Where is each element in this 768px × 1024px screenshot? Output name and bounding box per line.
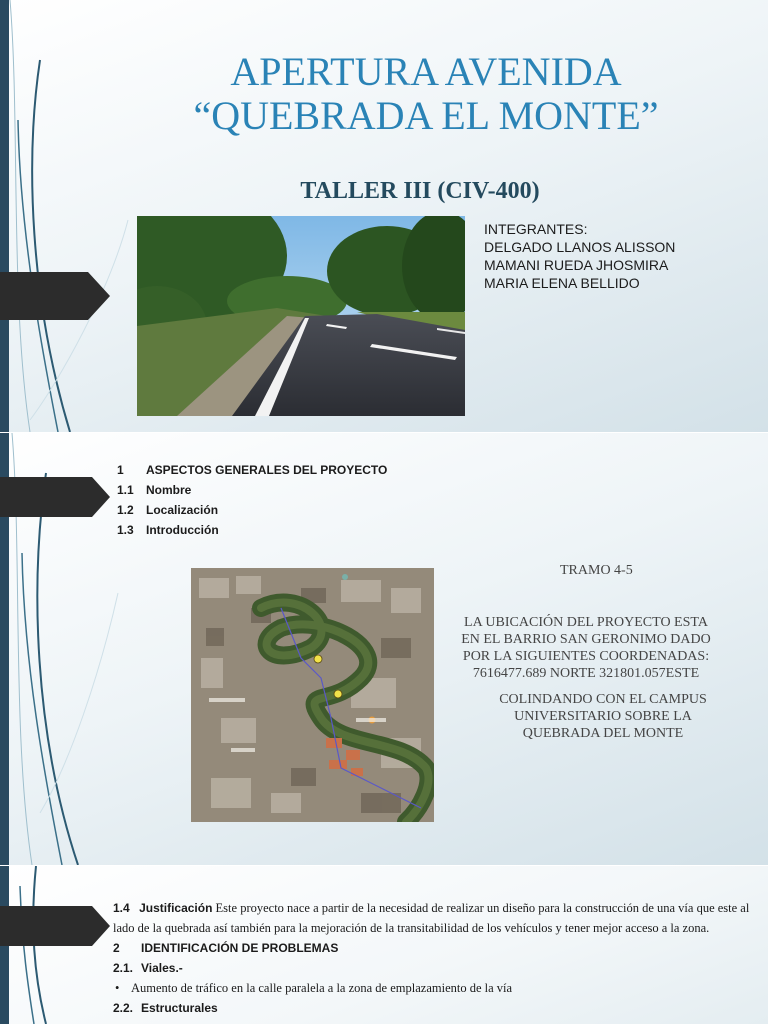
- member-name: MAMANI RUEDA JHOSMIRA: [484, 257, 669, 273]
- justification-content: [113, 898, 753, 1018]
- subsection-heading: 2.2. Estructurales: [113, 1001, 218, 1015]
- member-name: MARIA ELENA BELLIDO: [484, 275, 640, 291]
- toc-item: 1 ASPECTOS GENERALES DEL PROYECTO: [117, 463, 388, 477]
- location-slide: [0, 433, 768, 865]
- justification-paragraph: 1.4 Justificación Este proyecto nace a partir de la necesidad de realizar un diseño para la construcción de una vía que este al lado de la quebrada así también para la mejoración de la transitabilidad de los vehículos y tener mejor acceso a la zona.: [113, 901, 750, 935]
- satellite-map: [191, 568, 434, 822]
- team-members: [484, 220, 675, 292]
- toc-item: 1.3 Introducción: [117, 523, 219, 537]
- section-tab-marker: [0, 902, 110, 950]
- title-line-2: “QUEBRADA EL MONTE”: [193, 93, 659, 138]
- toc-item: 1.2 Localización: [117, 503, 219, 517]
- title-line-1: APERTURA AVENIDA: [230, 49, 622, 94]
- justification-slide: [0, 866, 768, 1024]
- location-description: LA UBICACIÓN DEL PROYECTO ESTA EN EL BARRIO SAN GERONIMO DADO POR LA SIGUIENTES COORDENADAS: 7616477.689 NORTE 321801.057ESTE: [461, 615, 711, 681]
- section-tab-marker: [0, 272, 110, 320]
- adjacency-note: COLINDANDO CON EL CAMPUS UNIVERSITARIO SOBRE LA QUEBRADA DEL MONTE: [499, 692, 707, 741]
- subsection-heading: 2.1. Viales.-: [113, 961, 183, 975]
- decorative-lines: [0, 0, 130, 432]
- member-name: DELGADO LLANOS ALISSON: [484, 239, 676, 255]
- section-heading: 2 IDENTIFICACIÓN DE PROBLEMAS: [113, 941, 339, 955]
- course-subtitle: TALLER III (CIV-400): [300, 178, 540, 204]
- section-tab-marker: [0, 473, 110, 521]
- title-slide: [0, 0, 768, 432]
- table-of-contents: [117, 460, 387, 540]
- bullet-icon: •: [115, 981, 120, 995]
- members-heading: INTEGRANTES:: [484, 221, 588, 237]
- page-title: [140, 50, 712, 138]
- toc-item: 1.1 Nombre: [117, 483, 192, 497]
- road-photo: [137, 216, 465, 416]
- list-item: • Aumento de tráfico en la calle paralela a la zona de emplazamiento de la vía: [113, 978, 753, 998]
- tramo-label: TRAMO 4-5: [560, 563, 633, 578]
